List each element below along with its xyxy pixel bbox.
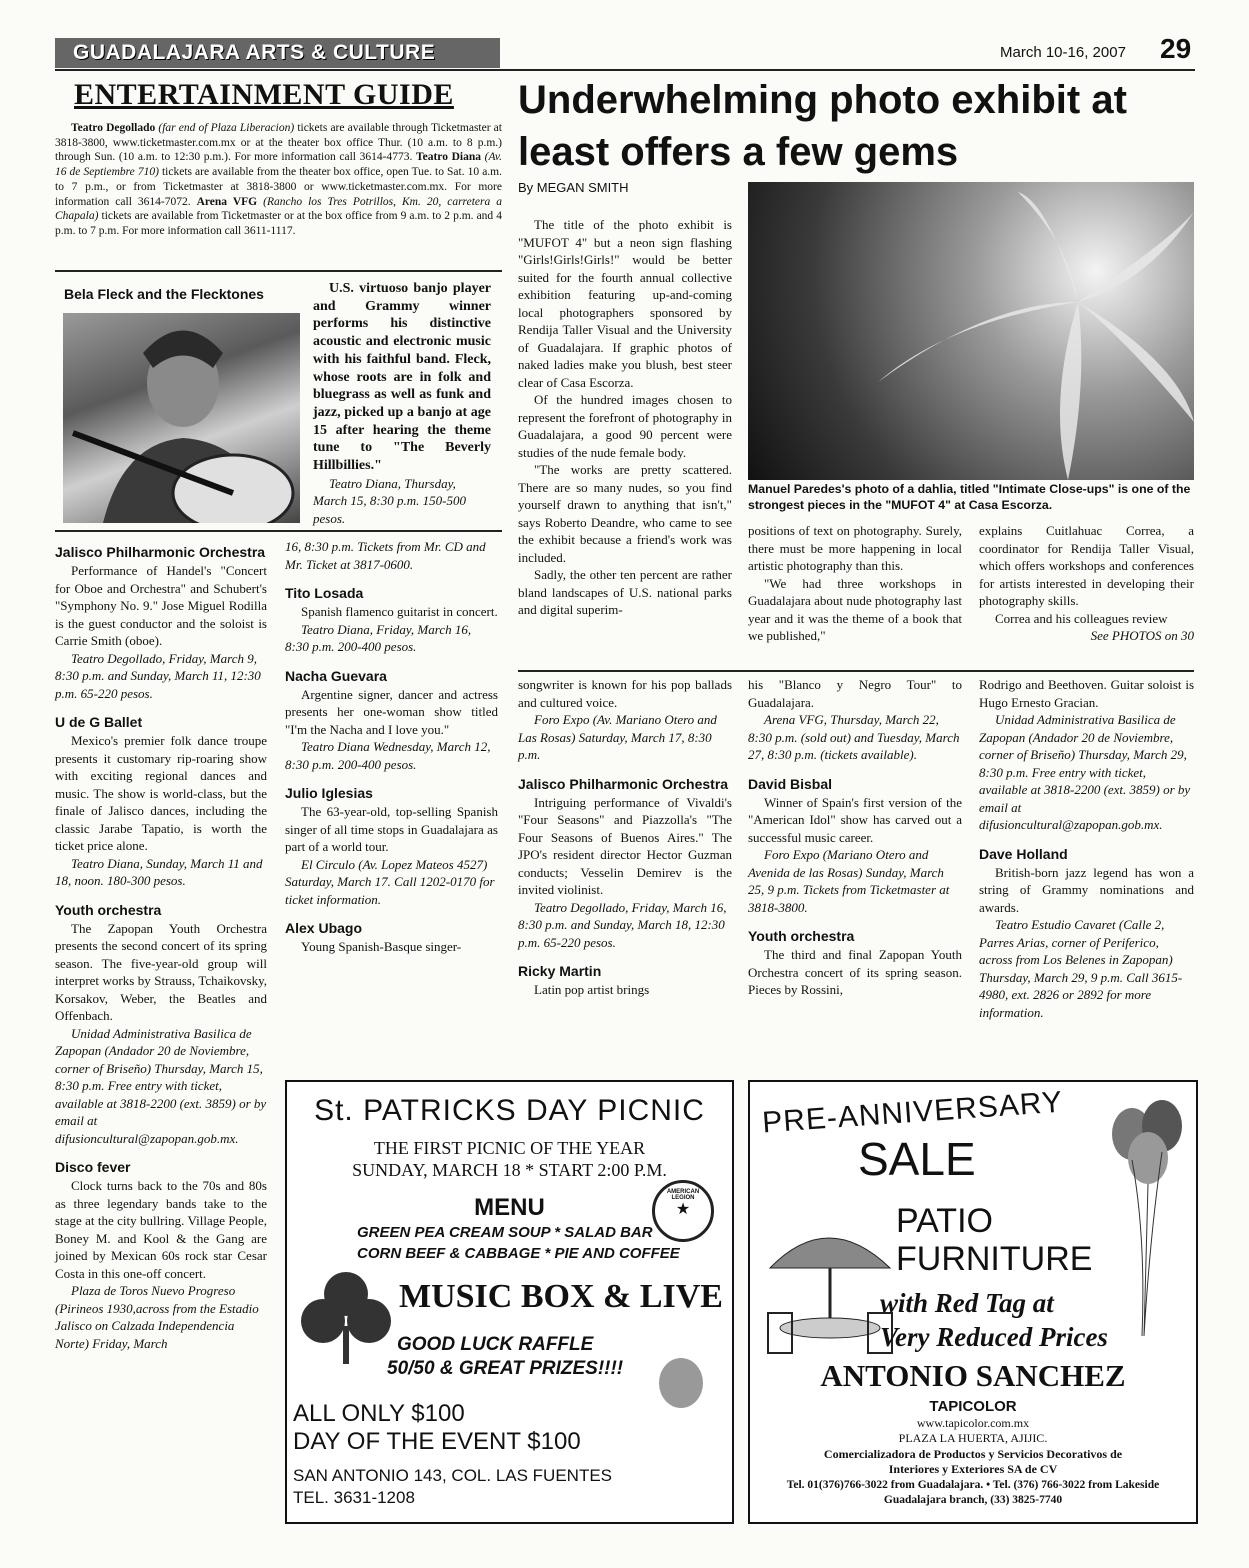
event-title: Jalisco Philharmonic Orchestra <box>55 544 266 560</box>
guide-title: ENTERTAINMENT GUIDE <box>74 78 454 111</box>
event-body: Argentine signer, dancer and actress presents her one-woman show titled "I'm the Nacha and I love you." <box>285 686 498 737</box>
intro-diana: Teatro Diana (Av. 16 de Septiembre 710) tickets are available from the theater box office, open Tue. to Sat. 10 a.m. to 7 p.m., or from Ticketmaster at 3818-3800 or www.ticketmaster.com.mx. For more information call 3614-7072. <box>55 151 502 208</box>
article-paragraph: positions of text on photography. Surely, there must be more happening in local artistic photography than this. <box>748 523 962 573</box>
event-body: Latin pop artist brings <box>534 982 650 997</box>
picnic-ad[interactable] <box>285 1080 734 1524</box>
american-legion-seal <box>652 1180 714 1242</box>
event-venue: Teatro Estudio Cavaret (Calle 2, Parres Arias, corner of Periferico, across from Los Belenes in Zapopan) Thursday, March 29, 9 p.m. Call 3615-4980, ext. 2826 or 2892 for more information. <box>979 917 1183 1020</box>
article-paragraph: "The works are pretty scattered. There are so many nudes, so you find yourself drawn to anything that isn't," says Roberto Deandre, who came to see the exhibit because a friend's work was included. <box>518 462 732 565</box>
picnic-raffle-1: GOOD LUCK RAFFLE <box>397 1334 594 1355</box>
sale-product-2: FURNITURE <box>896 1240 1093 1278</box>
sale-brand: ANTONIO SANCHEZ <box>820 1358 1126 1393</box>
article-byline: By MEGAN SMITH <box>518 180 629 195</box>
umbrella-table-icon <box>760 1218 895 1368</box>
event-body: Clock turns back to the 70s and 80s as three legendary bands take to the stage at the city bullring. Village People, Boney M. and Kool & the Gang are joined by Mexican 60s rock star Cesar Costa in this one-off concert. <box>55 1178 267 1281</box>
event-title: Disco fever <box>55 1159 131 1175</box>
banjo-player-photo <box>63 313 300 523</box>
article-paragraph: The title of the photo exhibit is "MUFOT 4" but a neon sign flashing "Girls!Girls!Girls!" would be better suited for the fourth annual collective exhibition featuring up-and-coming local photographers sponsored by Rendija Taller Visual and the University of Guadalajara. If graphic photos of naked ladies make you blush, best steer clear of Casa Escorza. <box>518 217 732 390</box>
event-body: his "Blanco y Negro Tour" to Guadalajara. <box>748 677 962 710</box>
issue-date: March 10-16, 2007 <box>1000 44 1126 61</box>
event-title: Youth orchestra <box>55 901 162 918</box>
dahlia-petals <box>748 182 1194 480</box>
event-title: Dave Holland <box>979 845 1068 862</box>
balloons-icon <box>1106 1086 1192 1336</box>
event-body: The third and final Zapopan Youth Orchestra concert of its spring season. Pieces by Rossini, <box>748 947 962 997</box>
shamrock-icon <box>301 1266 391 1366</box>
article-paragraph: "We had three workshops in Guadalajara about nude photography last year and it was the theme of a book that we published," <box>748 575 962 643</box>
event-title: Jalisco Philharmonic Orchestra <box>518 775 729 792</box>
sale-ad[interactable] <box>748 1080 1198 1524</box>
event-body: Rodrigo and Beethoven. Guitar soloist is Hugo Ernesto Gracian. <box>979 677 1194 710</box>
guide-col-3 <box>518 676 732 999</box>
picnic-music: MUSIC BOX & LIVE <box>399 1278 723 1315</box>
article-col-c <box>979 522 1194 645</box>
picnic-raffle-2: 50/50 & GREAT PRIZES!!!! <box>387 1358 624 1379</box>
sale-desc-2: Interiores y Exteriores SA de CV <box>888 1462 1058 1476</box>
sale-desc-1: Comercializadora de Productos y Servicios Decorativos de <box>823 1447 1123 1461</box>
event-body: The 63-year-old, top-selling Spanish singer of all time stops in Guadalajara as part of a world tour. <box>285 804 498 854</box>
article-paragraph: Of the hundred images chosen to represent the forefront of photography in Guadalajara, a good 90 percent were studies of the nude female body. <box>518 392 732 460</box>
event-venue: Unidad Administrativa Basilica de Zapopan (Andador 20 de Noviembre, corner of Briseño) Thursday, March 15, 8:30 p.m. Free entry with ticket, available at 3818-2200 (ext. 3859) or by email at difusioncultural@zapopan.gob.mx. <box>55 1025 267 1146</box>
article-paragraph: explains Cuitlahuac Correa, a coordinator for Rendija Taller Visual, which offers workshops and conferences for artists interested in developing their photography skills. <box>979 523 1194 608</box>
event-venue: Teatro Diana, Friday, March 16, 8:30 p.m. 200-400 pesos. <box>285 621 472 654</box>
event-title: David Bisbal <box>748 775 833 792</box>
event-body: Performance of Handel's "Concert for Oboe and Orchestra" and Schubert's "Symphony No. 9." Jose Miguel Rodilla is the guest conductor and the soloist is Carrie Smith (oboe). <box>55 563 267 648</box>
picnic-price-1: ALL ONLY $100 <box>293 1400 465 1427</box>
article-col-a <box>518 216 732 619</box>
dahlia-photo <box>748 182 1194 480</box>
leprechaun-icon <box>659 1358 703 1408</box>
star-icon: ★ <box>675 1201 691 1218</box>
event-body: Spanish flamenco guitarist in concert. <box>301 604 498 619</box>
event-venue: El Circulo (Av. Lopez Mateos 4527) Saturday, March 17. Call 1202-0170 for ticket information. <box>285 856 495 907</box>
event-body: The Zapopan Youth Orchestra presents the second concert of its spring season. The five-year-old group will interpret works by Strauss, Tchaikovsky, Korsakov, Weber, the Beatles and Offenbach. <box>55 920 267 1023</box>
sale-web[interactable]: www.tapicolor.com.mx <box>916 1416 1030 1430</box>
event-title: Tito Losada <box>285 585 364 601</box>
article-col-b <box>748 522 962 645</box>
guide-col-2 <box>285 538 498 956</box>
event-venue: Teatro Diana Wednesday, March 12, 8:30 p.m. 200-400 pesos. <box>285 739 491 772</box>
guide-col-1 <box>55 532 267 1352</box>
feature-title: Bela Fleck and the Flecktones <box>64 286 264 302</box>
event-venue: Plaza de Toros Nuevo Progreso (Pirineos 1930,across from the Estadio Jalisco on Calzada Independencia Norte) Friday, March <box>55 1283 259 1351</box>
guide-col-4 <box>748 676 962 999</box>
picnic-menu-title: MENU <box>474 1194 545 1221</box>
feature-photo <box>63 313 300 523</box>
feature-body: U.S. virtuoso banjo player and Grammy winner performs his distinctive acoustic and electronic music with his faithful band. Fleck, whose roots are in folk and bluegrass as well as funk and jazz, picked up a banjo at age 15 after hearing the theme tune to "The Beverly Hillbillies." <box>313 281 491 474</box>
sale-sub: TAPICOLOR <box>929 1398 1017 1415</box>
article-paragraph: Correa and his colleagues review <box>995 610 1168 626</box>
event-body: Young Spanish-Basque singer- <box>301 939 462 954</box>
jump-line[interactable]: See PHOTOS on 30 <box>1090 628 1194 643</box>
page-number: 29 <box>1160 33 1192 64</box>
event-venue: Teatro Degollado, Friday, March 16, 8:30 p.m. and Sunday, March 18, 12:30 p.m. 65-220 pesos. <box>518 899 727 950</box>
seal-text: AMERICAN LEGION <box>666 1189 700 1201</box>
event-body: Winner of Spain's first version of the "American Idol" show has carved out a successful music career. <box>748 794 962 845</box>
event-title: Nacha Guevara <box>285 667 387 684</box>
picnic-menu-1: GREEN PEA CREAM SOUP * SALAD BAR <box>357 1224 653 1241</box>
header-rule <box>55 69 1195 71</box>
feature-text <box>313 280 491 527</box>
event-venue: Foro Expo (Mariano Otero and Avenida de las Rosas) Sunday, March 25, 9 p.m. Tickets from Ticketmaster at 3818-3800. <box>748 847 950 915</box>
sale-place: PLAZA LA HUERTA, AJIJIC. <box>898 1431 1048 1445</box>
article-bottom-rule <box>518 670 1194 672</box>
sale-tag-2: Very Reduced Prices <box>880 1322 1108 1352</box>
event-venue: Unidad Administrativa Basilica de Zapopan (Andador 20 de Noviembre, corner of Briseño) Thursday, March 29, 8:30 p.m. Free entry with ticket, available at 3818-2200 (ext. 3859) or by email at difusioncultural@zapopan.gob.mx. <box>979 712 1191 832</box>
event-venue: Foro Expo (Av. Mariano Otero and Las Rosas) Saturday, March 17, 8:30 p.m. <box>518 712 717 762</box>
event-title: Ricky Martin <box>518 963 602 979</box>
event-body: songwriter is known for his pop ballads and cultured voice. <box>518 677 732 710</box>
event-body: British-born jazz legend has won a string of Grammy nominations and awards. <box>979 864 1194 915</box>
sale-headline-1: PRE-ANNIVERSARY <box>761 1085 1064 1140</box>
sale-headline-2: SALE <box>858 1133 976 1185</box>
sale-product-1: PATIO <box>896 1202 993 1240</box>
event-venue: Teatro Diana, Sunday, March 11 and 18, noon. 180-300 pesos. <box>55 855 263 888</box>
event-title: Youth orchestra <box>748 928 855 944</box>
sale-tag-1: with Red Tag at <box>880 1288 1054 1318</box>
event-body: Intriguing performance of Vivaldi's "Four Seasons" and Piazzolla's "The Four Seasons of Buenos Aires." The JPO's resident director Hector Guzman conducts; Vesselin Demirev is the invited violinist. <box>518 794 732 897</box>
feature-box-top <box>55 270 502 272</box>
picnic-line1: THE FIRST PICNIC OF THE YEAR <box>373 1138 646 1158</box>
picnic-line2: SUNDAY, MARCH 18 * START 2:00 P.M. <box>352 1160 667 1180</box>
picnic-address: SAN ANTONIO 143, COL. LAS FUENTES <box>293 1466 613 1485</box>
picnic-tel: TEL. 3631-1208 <box>293 1488 415 1507</box>
picnic-price-2: DAY OF THE EVENT $100 <box>293 1428 581 1455</box>
photo-caption: Manuel Paredes's photo of a dahlia, titled "Intimate Close-ups" is one of the strongest pieces in the "MUFOT 4" at Casa Escorza. <box>748 482 1191 512</box>
guide-col-5 <box>979 676 1194 1021</box>
picnic-menu-2: CORN BEEF & CABBAGE * PIE AND COFFEE <box>357 1245 680 1262</box>
picnic-title: St. PATRICKS DAY PICNIC <box>314 1094 705 1127</box>
intro-arena: Arena VFG (Rancho los Tres Potrillos, Km. 20, carretera a Chapala) tickets are available from Ticketmaster or at the box office from 9 a.m. to 2 p.m. and 4 p.m. to 7 p.m. For more information call 3611-1117. <box>55 195 502 237</box>
sale-tel-1: Tel. 01(376)766-3022 from Guadalajara. • Tel. (376) 766-3022 from Lakeside <box>786 1479 1160 1491</box>
feature-venue: Teatro Diana, Thursday, March 15, 8:30 p.m. 150-500 pesos. <box>313 475 466 526</box>
event-venue: 16, 8:30 p.m. Tickets from Mr. CD and Mr. Ticket at 3817-0600. <box>285 539 486 572</box>
event-venue: Teatro Degollado, Friday, March 9, 8:30 p.m. and Sunday, March 11, 12:30 p.m. 65-220 pesos. <box>55 650 261 701</box>
section-banner: GUADALAJARA ARTS & CULTURE <box>55 38 500 68</box>
event-body: Mexico's premier folk dance troupe presents it customary rip-roaring show with exciting regional dances and music. The show is world-class, but the finale of Jalisco dances, including the classic Jarabe Tapatio, is worth the ticket price alone. <box>55 733 267 853</box>
event-title: Julio Iglesias <box>285 785 373 801</box>
article-headline: Underwhelming photo exhibit at least offers a few gems <box>518 78 1127 174</box>
guide-intro <box>55 121 502 239</box>
article-paragraph: Sadly, the other ten percent are rather bland landscapes of U.S. national parks and digital superim- <box>518 567 732 617</box>
intro-degollado: Teatro Degollado (far end of Plaza Liberacion) tickets are available through Ticketmaster at 3818-3800, www.ticketmaster.com.mx or at the theater box office Thur. (10 a.m. to 8 p.m.) through Sun. (10 a.m. to 12:30 p.m.). For more information call 3614-4773. <box>55 122 502 164</box>
event-title: U de G Ballet <box>55 714 143 730</box>
event-title: Alex Ubago <box>285 920 363 936</box>
sale-tel-2: Guadalajara branch, (33) 3825-7740 <box>883 1494 1063 1506</box>
event-venue: Arena VFG, Thursday, March 22, 8:30 p.m. (sold out) and Tuesday, March 27, 8:30 p.m. (tickets available). <box>748 712 960 762</box>
